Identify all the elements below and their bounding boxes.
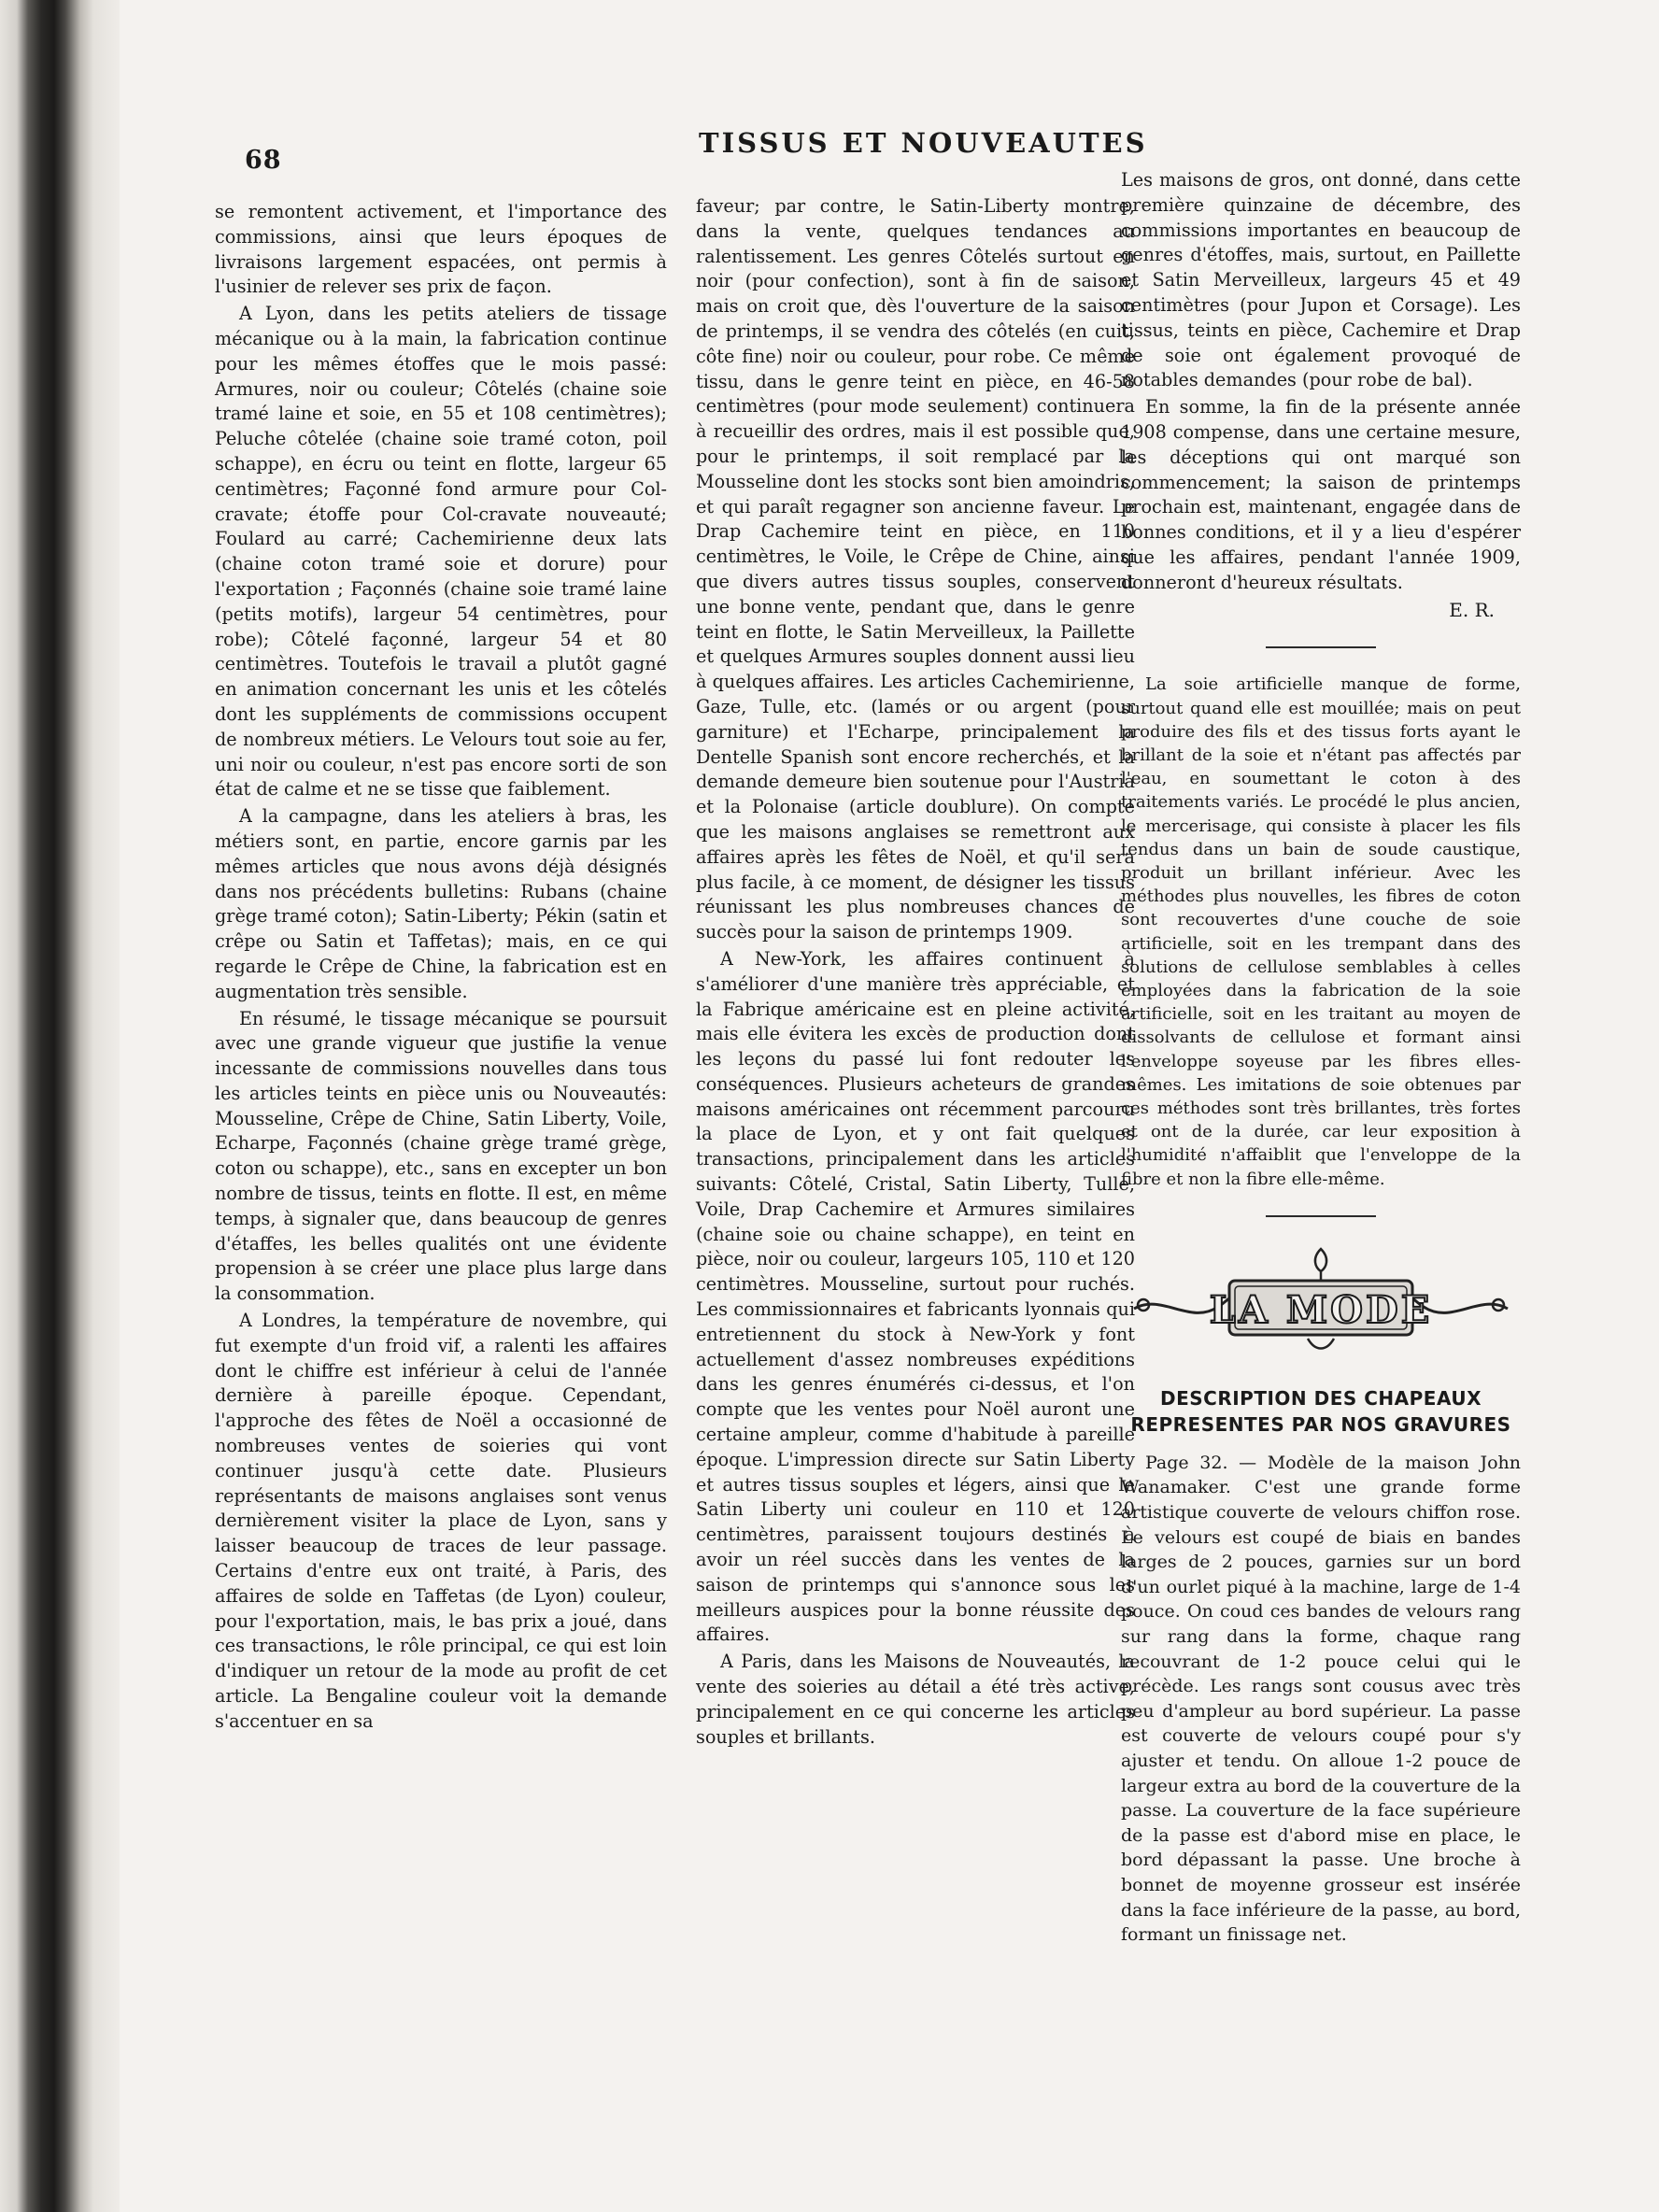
column-1 bbox=[215, 200, 667, 1737]
description-paragraph: Page 32. — Modèle de la maison John Wanamaker. C'est une grande forme artistique couverte de velours chiffon rose. Le velours est coupé de biais en bandes larges de 2 pouces, garnies sur un bord d'un ourlet piqué à la machine, large de 1-4 pouce. On coud ces bandes de velours rang sur rang dans la forme, chaque rang recouvrant de 1-2 pouce celui qui le précède. Les rangs sont cousus avec très peu d'ampleur au bord supérieur. La passe est couverte de velours coupé pour s'y ajuster et tendu. On alloue 1-2 pouce de largeur extra au bord de la couverture de la passe. La couverture de la face supérieure de la passe est d'abord mise en place, le bord dépassant la passe. Une broche à bonnet de moyenne grosseur est insérée dans la face inférieure de la passe, au bord, formant un finissage net. bbox=[1121, 1452, 1521, 1946]
paragraph: En résumé, le tissage mécanique se poursuit avec une grande vigueur que justifie la venue incessante de commissions nouvelles dans tous les articles teints en pièce unis ou Nouveautés: Mousseline, Crêpe de Chine, Satin Liberty, Voile, Echarpe, Façonnés (chaine grège tramé grège, coton ou schappe), etc., sans en excepter un bon nombre de tissus, teints en flotte. Il est, en même temps, à signaler que, dans beaucoup de genres d'étaffes, les belles qualités ont une évidente propension à se créer une place plus large dans la consommation. bbox=[215, 1007, 667, 1305]
column-3 bbox=[1121, 168, 1521, 1950]
paragraph: A Lyon, dans les petits ateliers de tissage mécanique ou à la main, la fabrication continue pour les mêmes étoffes que le mois passé: Armures, noir ou couleur; Côtelés (chaine soie tramé laine et soie, en 55 et 108 centimètres); Peluche côtelée (chaine soie tramé coton, poil schappe), en écru ou teint en flotte, largeur 65 centimètres; Façonné fond armure pour Col-cravate; étoffe pour Col-cravate nouveauté; Foulard au carré; Cachemirienne deux lats (chaine coton tramé soie et dorure) pour l'exportation ; Façonnés (chaine soie tramé laine (petits motifs), largeur 54 centimètres, pour robe); Côtelé façonné, largeur 54 et 80 centimètres. Toutefois le travail a plutôt gagné en animation concernant les unis et les côtelés dont les suppléments de commissions occupent de nombreux métiers. Le Velours tout soie au fer, uni noir ou couleur, n'est pas encore sorti de son état de calme et ne se tisse que faiblement. bbox=[215, 303, 667, 801]
paragraph: A New-York, les affaires continuent à s'améliorer d'une manière très appréciable, et la Fabrique américaine est en pleine activité, mais elle évitera les excès de production dont les leçons du passé lui font redouter les conséquences. Plusieurs acheteurs de grandes maisons américaines ont récemment parcouru la place de Lyon, et y ont fait quelques transactions, principalement dans les articles suivants: Côtelé, Cristal, Satin Liberty, Tulle, Voile, Drap Cachemire et Armures similaires (chaine soie ou chaine schappe), en teint en pièce, noir ou couleur, largeurs 105, 110 et 120 centimètres. Mousseline, surtout pour ruchés. Les commissionnaires et fabricants lyonnais qui entretiennent du stock à New-York y font actuellement d'assez nombreuses expéditions dans les genres énumérés ci-dessus, et l'on compte que les ventes pour Noël auront une certaine ampleur, comme d'habitude à pareille époque. L'impression directe sur Satin Liberty et autres tissus souples et légers, ainsi que le Satin Liberty uni couleur en 110 et 120 centimètres, paraissent toujours destinés à avoir un réel succès dans les ventes de la saison de printemps qui s'annonce sous les meilleurs auspices pour la bonne réussite des affaires. bbox=[696, 947, 1135, 1646]
paragraph: faveur; par contre, le Satin-Liberty montre, dans la vente, quelques tendances au ralentissement. Les genres Côtelés surtout en noir (pour confection), sont à fin de saison, mais on croit que, dès l'ouverture de la saison de printemps, il se vendra des côtelés (en cuit, côte fine) noir ou couleur, pour robe. Ce même tissu, dans le genre teint en pièce, en 46-58 centimètres (pour mode seulement) continuera à recueillir des ordres, mais il est possible que, pour le printemps, il soit remplacé par la Mousseline dont les stocks sont bien amoindris, et qui paraît regagner son ancienne faveur. Le Drap Cachemire teint en pièce, en 110 centimètres, le Voile, le Crêpe de Chine, ainsi que divers autres tissus souples, conservent une bonne vente, pendant que, dans le genre teint en flotte, le Satin Merveilleux, la Paillette et quelques Armures souples donnent aussi lieu à quelques affaires. Les articles Cachemirienne, Gaze, Tulle, etc. (lamés or ou argent (pour garniture) et l'Echarpe, principalement la Dentelle Spanish sont encore recherchés, et la demande demeure bien soutenue pour l'Austria et la Polonaise (article doublure). On compte que les maisons anglaises se remettront aux affaires après les fêtes de Noël, et qu'il sera plus facile, à ce moment, de désigner les tissus réunissant les plus nombreuses chances de succès pour la saison de printemps 1909. bbox=[696, 195, 1135, 943]
paragraph: Les maisons de gros, ont donné, dans cette première quinzaine de décembre, des commissions importantes en beaucoup de genres d'étoffes, mais, surtout, en Paillette et Satin Merveilleux, largeurs 45 et 49 centimètres (pour Jupon et Corsage). Les tissus, teints en pièce, Cachemire et Drap de soie ont également provoqué de notables demandes (pour robe de bal). bbox=[1121, 169, 1521, 391]
book-binding bbox=[0, 0, 120, 2212]
divider bbox=[1266, 646, 1376, 648]
paragraph: A la campagne, dans les ateliers à bras, les métiers sont, en partie, encore garnis par les mêmes articles que nous avons déjà désignés dans nos précédents bulletins: Rubans (chaine grège tramé coton); Satin-Liberty; Pékin (satin et crêpe ou Satin et Taffetas); mais, en ce qui regarde le Crêpe de Chine, la fabrication est en augmentation très sensible. bbox=[215, 805, 667, 1002]
paragraph: se remontent activement, et l'importance des commissions, ainsi que leurs époques de livraisons largement espacées, ont permis à l'usinier de relever ses prix de façon. bbox=[215, 201, 667, 298]
divider bbox=[1266, 1215, 1376, 1217]
paragraph: A Paris, dans les Maisons de Nouveautés, la vente des soieries au détail a été très active, principalement en ce qui concerne les articles souples et brillants. bbox=[696, 1651, 1135, 1748]
note-paragraph: La soie artificielle manque de forme, surtout quand elle est mouillée; mais on peut produire des fils et des tissus forts ayant le brillant de la soie et n'étant pas affectés par l'eau, en soumettant le coton à des traitements variés. Le procédé le plus ancien, le mercerisage, qui consiste à placer les fils tendus dans un bain de soude caustique, produit un brillant inférieur. Avec les méthodes plus nouvelles, les fibres de coton sont recouvertes d'une couche de soie artificielle, soit en les trempant dans des solutions de cellulose semblables à celles employées dans la fabrication de la soie artificielle, soit en les traitant au moyen de dissolvants de cellulose et formant ainsi l'enveloppe soyeuse par les fibres elles-mêmes. Les imitations de soie obtenues par ces méthodes sont très brillantes, très fortes et ont de la durée, car leur exposition à l'humidité n'affaiblit que l'enveloppe de la fibre et non la fibre elle-même. bbox=[1121, 674, 1521, 1189]
running-title: TISSUS ET NOUVEAUTES bbox=[699, 127, 1148, 159]
paragraph: A Londres, la température de novembre, qui fut exempte d'un froid vif, a ralenti les affaires dont le chiffre est inférieur à celui de l'année dernière à pareille époque. Cependant, l'approche des fêtes de Noël a occasionné de nombreuses ventes de soieries qui vont continuer jusqu'à cette date. Plusieurs représentants de maisons anglaises sont venus dernièrement visiter la place de Lyon, sans y laisser beaucoup de traces de leur passage. Certains d'entre eux ont traité, à Paris, des affaires de solde en Taffetas (de Lyon) couleur, pour l'exportation, mais, le bas prix a joué, dans ces transactions, le rôle principal, ce qui est loin d'indiquer un retour de la mode au profit de cet article. La Bengaline couleur voit la demande s'accentuer en sa bbox=[215, 1310, 667, 1732]
banner-text: LA MODE bbox=[1209, 1287, 1433, 1332]
ornament-icon bbox=[1125, 1241, 1517, 1363]
la-mode-banner bbox=[1121, 1241, 1521, 1372]
paragraph: En somme, la fin de la présente année 1908 compense, dans une certaine mesure, les déceptions qui ont marqué son commencement; la saison de printemps prochain est, maintenant, engagée dans de bonnes conditions, et il y a lieu d'espérer que les affaires, pendant l'année 1909, donneront d'heureux résultats. bbox=[1121, 396, 1521, 593]
column-2 bbox=[696, 194, 1135, 1751]
page-number: 68 bbox=[245, 146, 282, 175]
section-title: DESCRIPTION DES CHAPEAUX REPRESENTES PAR NOS GRAVURES bbox=[1130, 1386, 1511, 1436]
author-signature: E. R. bbox=[1449, 598, 1495, 621]
